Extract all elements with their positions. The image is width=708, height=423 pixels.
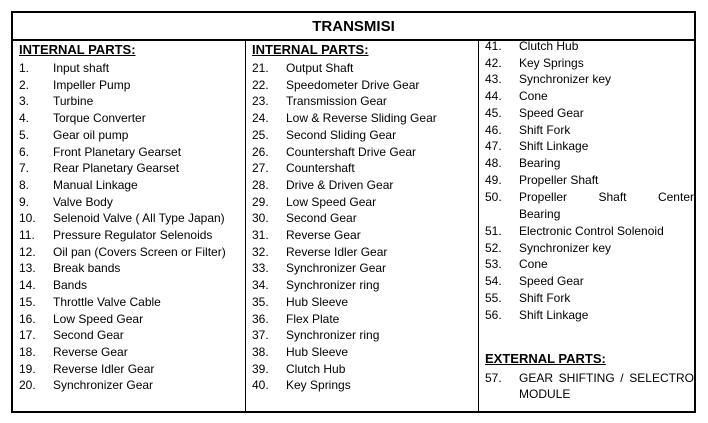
item-number: 56. — [485, 307, 502, 322]
item-label: Countershaft Drive Gear — [286, 144, 417, 159]
item-number: 41. — [485, 39, 502, 53]
item-number: 13. — [19, 261, 36, 276]
item-number: 32. — [252, 244, 269, 259]
column-1 — [13, 39, 246, 411]
column-3 — [479, 39, 694, 411]
item-label: Shift Fork — [519, 122, 571, 137]
list-item — [479, 122, 694, 139]
item-label: Low Speed Gear — [53, 311, 144, 326]
list-item — [246, 361, 478, 378]
item-number: 8. — [19, 177, 30, 192]
list-item — [13, 160, 245, 177]
item-number: 20. — [19, 378, 36, 393]
item-label: Shift Linkage — [519, 139, 589, 154]
item-label: Low Speed Gear — [286, 194, 377, 209]
item-number: 14. — [19, 278, 36, 293]
item50-word2: Shaft — [598, 190, 627, 204]
item57-word2: SHIFTING — [558, 371, 615, 385]
list-item — [246, 244, 478, 261]
list-item — [246, 127, 478, 144]
item-number: 23. — [252, 94, 269, 109]
list-item — [479, 273, 694, 290]
item-number: 12. — [19, 244, 36, 259]
item-label: Cone — [519, 257, 548, 272]
item-number: 45. — [485, 105, 502, 120]
item-label: Selenoid Valve ( All Type Japan) — [53, 211, 225, 226]
item-number: 51. — [485, 224, 502, 238]
table-title: TRANSMISI — [13, 13, 694, 41]
item-label: Synchronizer Gear — [286, 261, 387, 276]
item57-word4: SELECTRO — [629, 371, 694, 385]
item-number: 37. — [252, 328, 269, 343]
item-number: 1. — [19, 61, 30, 75]
item-number: 44. — [485, 89, 502, 104]
list-item — [13, 93, 245, 110]
list-item — [479, 88, 694, 105]
item-label: Key Springs — [519, 55, 584, 70]
list-item — [479, 240, 694, 257]
list-item — [246, 227, 478, 244]
item-label: Speedometer Drive Gear — [286, 77, 420, 92]
item-label: Synchronizer key — [519, 240, 612, 255]
item-number: 21. — [252, 61, 269, 75]
item-label: Oil pan (Covers Screen or Filter) — [53, 244, 226, 259]
item-number: 38. — [252, 344, 269, 359]
item50-word3: Center — [657, 190, 694, 204]
item-label: Bearing — [519, 155, 561, 170]
item-number: 5. — [19, 127, 30, 142]
list-item — [246, 93, 478, 110]
item-number: 28. — [252, 177, 269, 192]
item-number: 24. — [252, 111, 269, 126]
item-label: Shift Fork — [519, 290, 571, 305]
item-number: 47. — [485, 139, 502, 154]
list-item — [246, 160, 478, 177]
list-item — [13, 377, 245, 394]
list-item — [479, 172, 694, 189]
item-label: Speed Gear — [519, 105, 584, 120]
item-number: 43. — [485, 72, 502, 87]
list-item-57: 57. GEAR SHIFTING / SELECTRO — [485, 371, 694, 385]
list-item — [13, 110, 245, 127]
item-label: Transmission Gear — [286, 94, 387, 109]
item-label: Flex Plate — [286, 311, 340, 326]
list-item — [246, 327, 478, 344]
item-label: Pressure Regulator Selenoids — [53, 228, 213, 242]
list-item — [246, 377, 478, 394]
item-label: Low & Reverse Sliding Gear — [286, 111, 437, 126]
item-number: 36. — [252, 311, 269, 326]
item-label: Second Gear — [286, 211, 357, 226]
list-item — [13, 260, 245, 277]
internal-parts-heading-1: INTERNAL PARTS: — [19, 42, 136, 57]
list-item — [246, 311, 478, 328]
item-number: 54. — [485, 274, 502, 289]
list-item — [13, 60, 245, 77]
list-item — [246, 294, 478, 311]
list-item — [479, 155, 694, 172]
item-label: Reverse Idler Gear — [286, 244, 388, 259]
item-number: 52. — [485, 240, 502, 255]
item-number: 31. — [252, 228, 269, 242]
item-label: Clutch Hub — [519, 39, 579, 53]
item-label: Synchronizer Gear — [53, 378, 154, 393]
item-label: Torque Converter — [53, 111, 146, 126]
item-label: Electronic Control Solenoid — [519, 224, 664, 238]
list-item — [13, 327, 245, 344]
list-item — [479, 105, 694, 122]
item-label: Speed Gear — [519, 274, 584, 289]
list-item — [479, 223, 694, 240]
list-item — [479, 71, 694, 88]
list-item — [13, 127, 245, 144]
item-number: 35. — [252, 294, 269, 309]
item-label: Rear Planetary Gearset — [53, 161, 180, 176]
list-item — [246, 177, 478, 194]
list-item — [13, 177, 245, 194]
list-item — [13, 294, 245, 311]
item-label: Front Planetary Gearset — [53, 144, 182, 159]
list-item — [246, 110, 478, 127]
item-label: Key Springs — [286, 378, 351, 393]
list-item — [246, 144, 478, 161]
item-number: 26. — [252, 144, 269, 159]
list-item — [479, 138, 694, 155]
item-label: Input shaft — [53, 61, 110, 75]
item-label: Clutch Hub — [286, 361, 346, 376]
list-item-50-line2: Bearing — [519, 207, 561, 221]
item-number: 18. — [19, 344, 36, 359]
list-item — [246, 77, 478, 94]
item-label: Synchronizer ring — [286, 278, 380, 293]
list-item — [479, 307, 694, 324]
item-number: 48. — [485, 155, 502, 170]
item-number: 11. — [19, 228, 35, 242]
item-label: Second Gear — [53, 328, 124, 343]
item-label: Drive & Driven Gear — [286, 177, 394, 192]
list-item — [13, 311, 245, 328]
column-2 — [246, 39, 479, 411]
list-item — [246, 277, 478, 294]
item-number: 22. — [252, 77, 269, 92]
item-label: Reverse Gear — [286, 228, 361, 242]
item-label: Hub Sleeve — [286, 294, 349, 309]
item-label: Turbine — [53, 94, 94, 109]
item-number: 42. — [485, 55, 502, 70]
list-item — [13, 77, 245, 94]
item-number: 33. — [252, 261, 269, 276]
list-item — [246, 210, 478, 227]
item-number: 49. — [485, 172, 502, 187]
item-label: Shift Linkage — [519, 307, 589, 322]
list-item — [13, 194, 245, 211]
transmisi-table — [11, 11, 696, 413]
item-number: 15. — [19, 294, 36, 309]
item-number: 7. — [19, 161, 30, 176]
item-label: Hub Sleeve — [286, 344, 349, 359]
item-number: 10. — [19, 211, 36, 226]
item-number: 27. — [252, 161, 269, 176]
list-item — [13, 144, 245, 161]
item-number: 25. — [252, 127, 269, 142]
list-item — [13, 227, 245, 244]
list-item — [13, 361, 245, 378]
list-item — [246, 194, 478, 211]
item-number: 4. — [19, 111, 30, 126]
internal-parts-heading-2: INTERNAL PARTS: — [252, 42, 369, 57]
item-number: 30. — [252, 211, 269, 226]
item-label: Reverse Gear — [53, 344, 128, 359]
item-label: Gear oil pump — [53, 127, 129, 142]
list-item — [13, 244, 245, 261]
list-item-50: 50. Propeller Shaft Center — [485, 190, 694, 204]
item50-word1: Propeller — [519, 190, 568, 204]
list-item — [479, 290, 694, 307]
item-number: 16. — [19, 311, 36, 326]
item-number: 2. — [19, 77, 30, 92]
list-item — [479, 256, 694, 273]
item-number: 53. — [485, 257, 502, 272]
item-label: Impeller Pump — [53, 77, 131, 92]
item-number: 55. — [485, 290, 502, 305]
item-number: 39. — [252, 361, 269, 376]
item-number: 40. — [252, 378, 269, 393]
item-label: Manual Linkage — [53, 177, 138, 192]
item-label: Synchronizer ring — [286, 328, 380, 343]
item-label: Reverse Idler Gear — [53, 361, 155, 376]
item-number: 34. — [252, 278, 269, 293]
list-item — [13, 344, 245, 361]
item-number: 6. — [19, 144, 30, 159]
item-label: Valve Body — [53, 194, 113, 209]
list-item-57-line2: MODULE — [519, 387, 571, 401]
list-item — [13, 210, 245, 227]
item-label: Countershaft — [286, 161, 355, 176]
item-number: 19. — [19, 361, 36, 376]
item-label: Synchronizer key — [519, 72, 612, 87]
item-number: 29. — [252, 194, 269, 209]
item-number: 17. — [19, 328, 36, 343]
item-number: 46. — [485, 122, 502, 137]
item-label: Second Sliding Gear — [286, 127, 397, 142]
item-label: Throttle Valve Cable — [53, 294, 161, 309]
list-item — [479, 55, 694, 72]
item57-word3: / — [620, 371, 624, 385]
item-label: Cone — [519, 89, 548, 104]
list-item — [246, 260, 478, 277]
item57-word1: GEAR — [519, 371, 554, 385]
item-label: Bands — [53, 278, 88, 293]
item-label: Break bands — [53, 261, 121, 276]
item-number: 9. — [19, 194, 30, 209]
external-parts-heading: EXTERNAL PARTS: — [485, 351, 606, 366]
list-item — [246, 60, 478, 77]
list-item — [13, 277, 245, 294]
item-number: 3. — [19, 94, 30, 109]
list-item — [479, 38, 694, 55]
list-item — [246, 344, 478, 361]
item-label: Propeller Shaft — [519, 172, 599, 187]
item-label: Output Shaft — [286, 61, 354, 75]
